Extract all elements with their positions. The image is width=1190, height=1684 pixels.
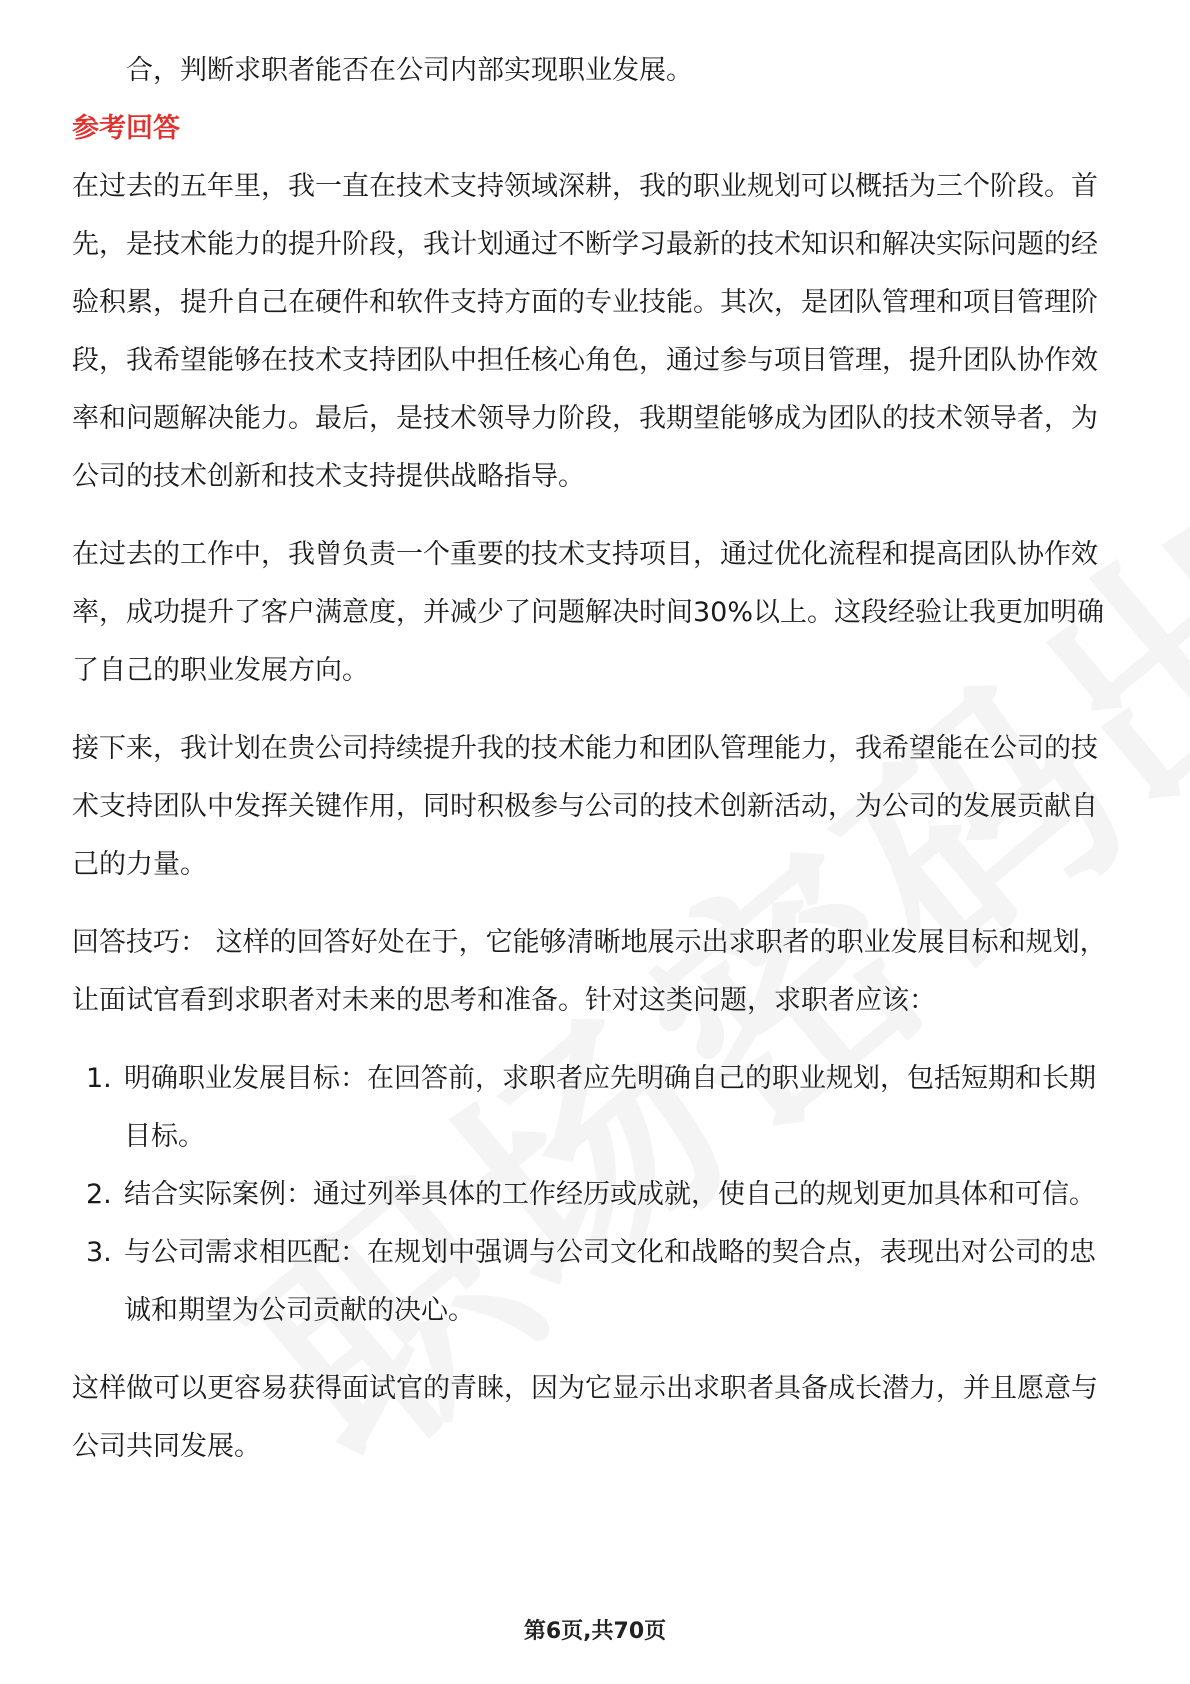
section-heading: 参考回答 [72,113,180,144]
list-number: 3. [86,1237,112,1268]
answer-paragraph-2: 在过去的工作中，我曾负责一个重要的技术支持项目，通过优化流程和提高团队协作效率，成功提升了客户满意度，并减少了问题解决时间30%以上。这段经验让我更加明确了自己的职业发展方向。 [72,539,1105,686]
tips-intro: 回答技巧： 这样的回答好处在于，它能够清晰地展示出求职者的职业发展目标和规划，让面试官看到求职者对未来的思考和准备。针对这类问题，求职者应该： [72,927,1107,1016]
list-number: 1. [86,1063,112,1094]
list-text: 与公司需求相匹配：在规划中强调与公司文化和战略的契合点，表现出对公司的忠诚和期望为公司贡献的决心。 [124,1237,1096,1326]
list-text: 结合实际案例：通过列举具体的工作经历或成就，使自己的规划更加具体和可信。 [124,1179,1096,1210]
tips-list [72,1050,1118,1340]
continuation-line: 合，判断求职者能否在公司内部实现职业发展。 [126,55,693,86]
list-text: 明确职业发展目标：在回答前，求职者应先明确自己的职业规划，包括短期和长期目标。 [124,1063,1096,1152]
page-number: 第6页,共70页 [523,1619,667,1644]
answer-paragraph-1: 在过去的五年里，我一直在技术支持领域深耕，我的职业规划可以概括为三个阶段。首先，是技术能力的提升阶段，我计划通过不断学习最新的技术知识和解决实际问题的经验积累，提升自己在硬件和软件支持方面的专业技能。其次，是团队管理和项目管理阶段，我希望能够在技术支持团队中担任核心角色，通过参与项目管理，提升团队协作效率和问题解决能力。最后，是技术领导力阶段，我期望能够成为团队的技术领导者，为公司的技术创新和技术支持提供战略指导。 [72,171,1098,492]
list-number: 2. [86,1179,112,1210]
closing-paragraph: 这样做可以更容易获得面试官的青睐，因为它显示出求职者具备成长潜力，并且愿意与公司共同发展。 [72,1373,1098,1462]
list-item [72,1050,1118,1166]
list-item [72,1224,1118,1340]
list-item [72,1166,1118,1224]
document-page [72,42,1118,1476]
answer-paragraph-3: 接下来，我计划在贵公司持续提升我的技术能力和团队管理能力，我希望能在公司的技术支持团队中发挥关键作用，同时积极参与公司的技术创新活动，为公司的发展贡献自己的力量。 [72,733,1098,880]
